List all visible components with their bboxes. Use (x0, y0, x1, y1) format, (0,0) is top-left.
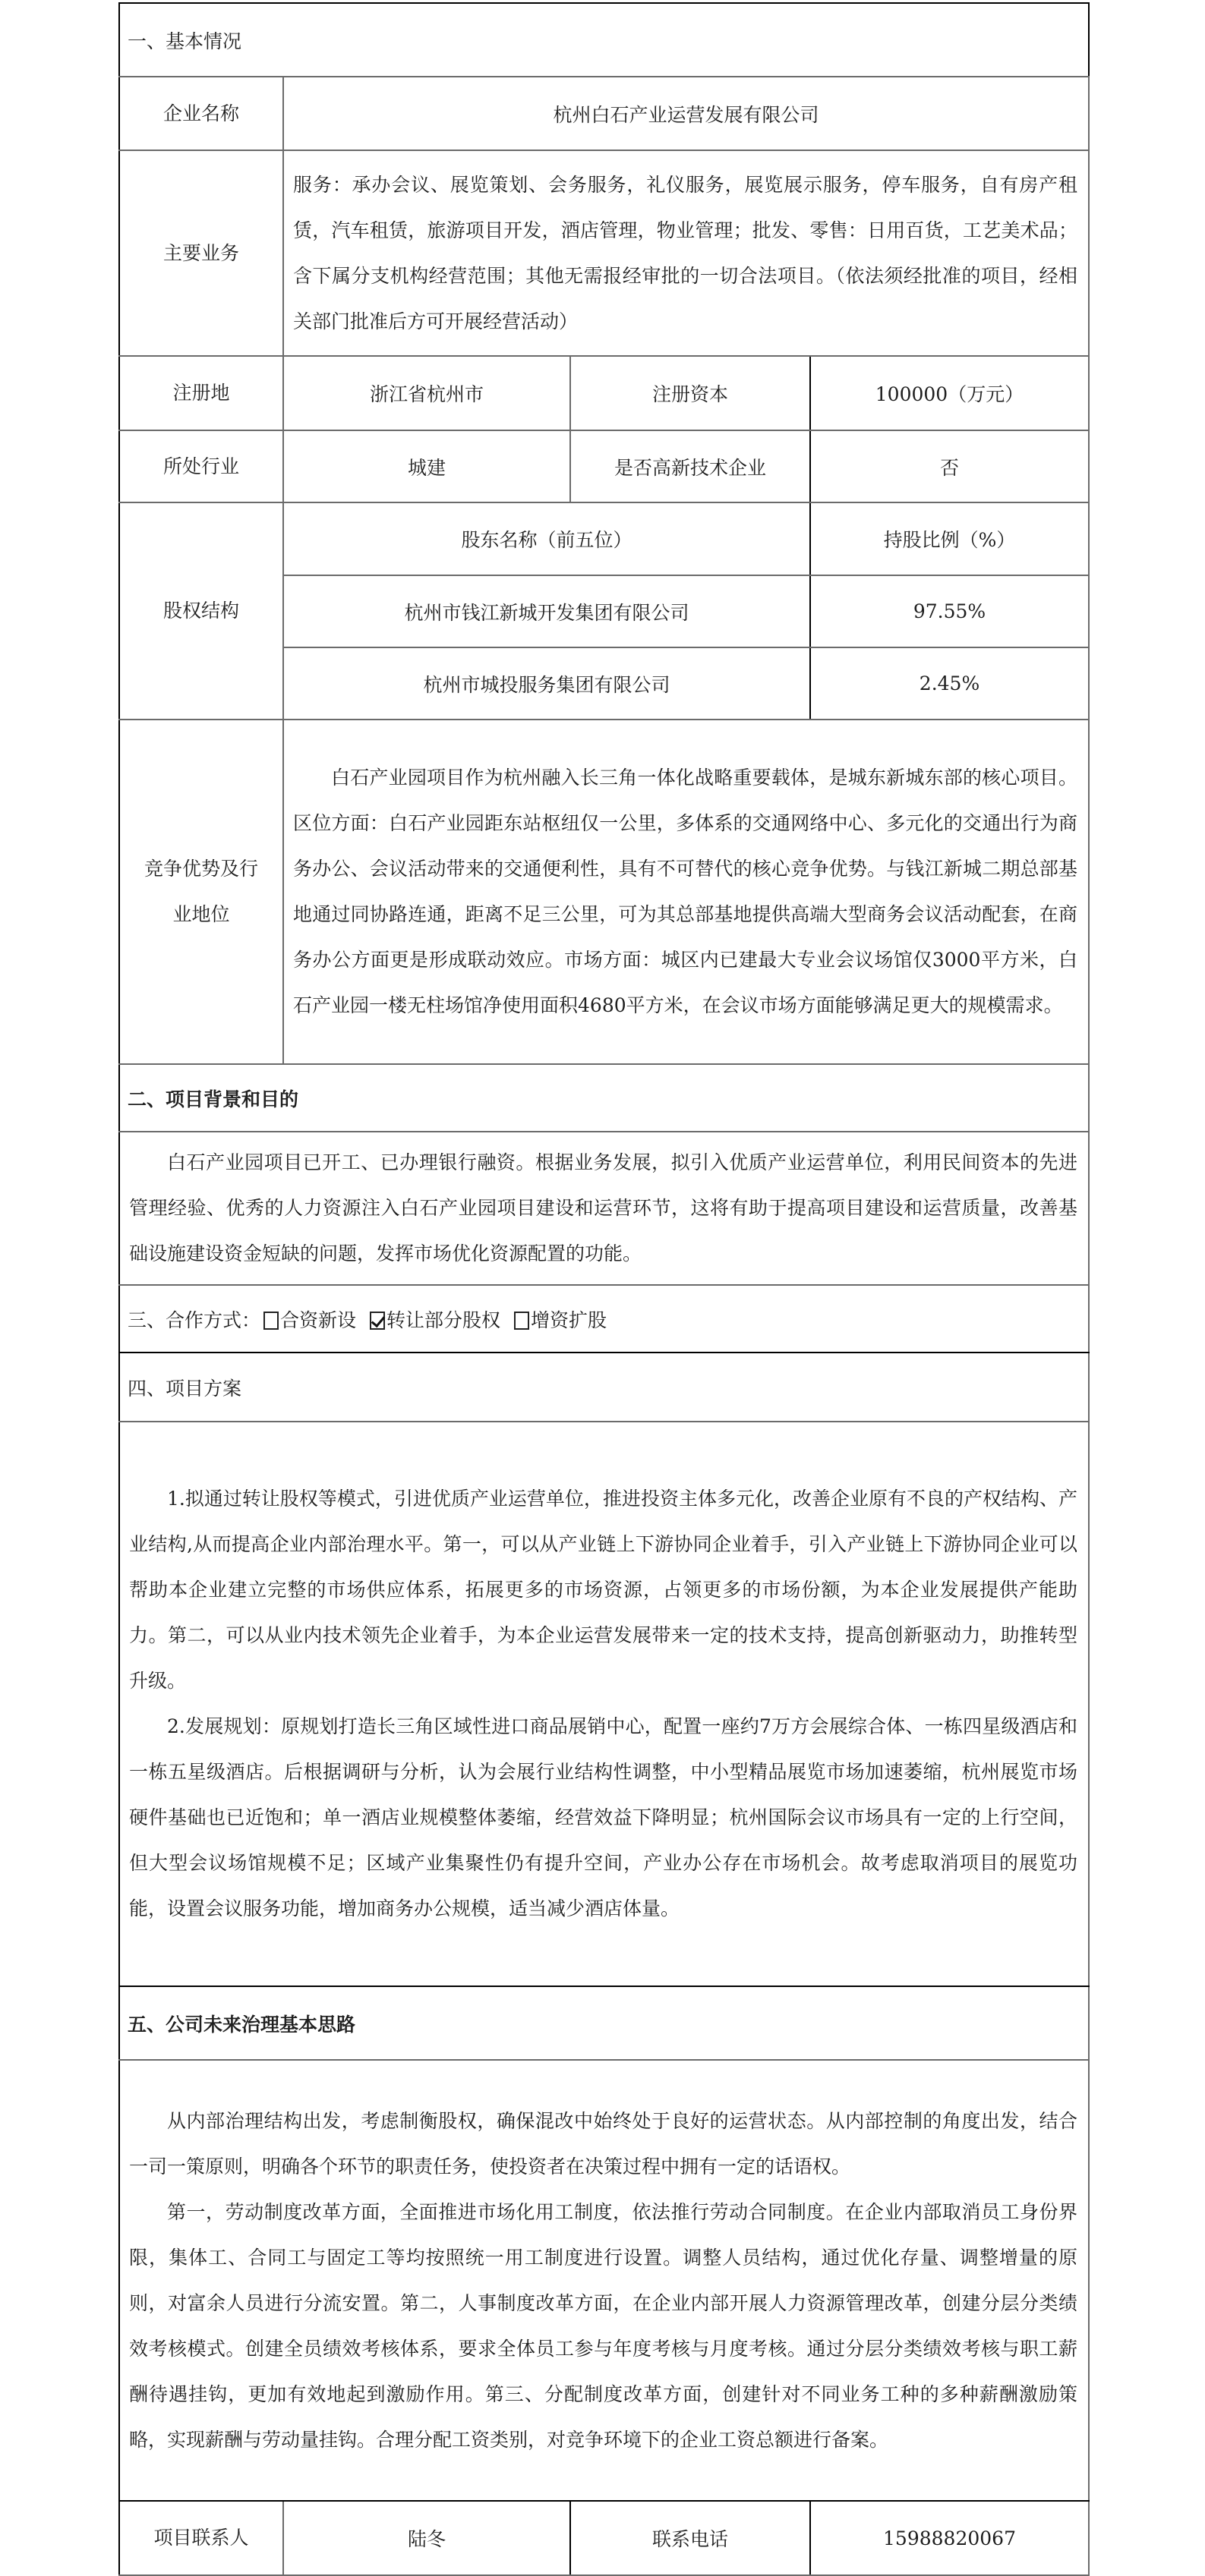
competitive-label-line1: 竞争优势及行 (144, 858, 258, 880)
contact-row (119, 2501, 1089, 2575)
contact-phone-value: 15988820067 (810, 2501, 1089, 2575)
company-name-value: 杭州白石产业运营发展有限公司 (283, 77, 1089, 150)
shareholder-name: 杭州市城投服务集团有限公司 (283, 647, 810, 720)
equity-col-name: 股东名称（前五位） (283, 502, 810, 575)
option-equity-transfer[interactable] (367, 1309, 500, 1331)
competitive-value (283, 720, 1089, 1064)
main-business-row (119, 150, 1089, 356)
company-name-row (119, 77, 1089, 150)
shareholder-ratio: 97.55% (810, 575, 1089, 647)
company-name-label: 企业名称 (119, 77, 283, 150)
section2-heading: 二、项目背景和目的 (119, 1064, 1089, 1132)
form-table (118, 2, 1090, 2576)
registered-place-value: 浙江省杭州市 (283, 356, 570, 430)
section4-heading: 四、项目方案 (119, 1353, 1089, 1422)
registration-row (119, 356, 1089, 430)
option-label: 合资新设 (280, 1308, 357, 1331)
section4-body-row (119, 1422, 1089, 1986)
hightech-value: 否 (810, 430, 1089, 502)
main-business-value (283, 150, 1089, 356)
option-capital-increase[interactable] (511, 1309, 607, 1331)
equity-col-ratio: 持股比例（%） (810, 502, 1089, 575)
section5-body (119, 2060, 1089, 2501)
section3-cooperation (119, 1285, 1089, 1353)
section4-heading-row (119, 1353, 1089, 1422)
section3-row (119, 1285, 1089, 1353)
section5-body-row (119, 2060, 1089, 2501)
contact-phone-label: 联系电话 (570, 2501, 810, 2575)
section2-body-row (119, 1132, 1089, 1285)
section5-heading-row (119, 1986, 1089, 2060)
industry-label: 所处行业 (119, 430, 283, 502)
equity-label: 股权结构 (119, 502, 283, 720)
contact-person-value: 陆冬 (283, 2501, 570, 2575)
registered-capital-label: 注册资本 (570, 356, 810, 430)
checkbox-checked-icon[interactable] (370, 1312, 385, 1330)
checkbox-unchecked-icon[interactable] (263, 1312, 279, 1330)
competitive-label (119, 720, 283, 1064)
governance-paragraph: 从内部治理结构出发，考虑制衡股权，确保混改中始终处于良好的运营状态。从内部控制的角度出发，结合一司一策原则，明确各个环节的职责任务，使投资者在决策过程中拥有一定的话语权。 (129, 2109, 1078, 2178)
section2-text: 白石产业园项目已开工、已办理银行融资。根据业务发展，拟引入优质产业运营单位，利用民间资本的先进管理经验、优秀的人力资源注入白石产业园项目建设和运营环节，这将有助于提高项目建设和运营质量，改善基础设施建设资金短缺的问题，发挥市场优化资源配置的功能。 (129, 1151, 1078, 1264)
section2-body (119, 1132, 1089, 1285)
hightech-label: 是否高新技术企业 (570, 430, 810, 502)
section3-heading: 三、合作方式： (128, 1308, 261, 1331)
equity-header-row (119, 502, 1089, 575)
project-info-form (118, 2, 1088, 2576)
governance-paragraph: 第一，劳动制度改革方面，全面推进市场化用工制度，依法推行劳动合同制度。在企业内部取消员工身份界限，集体工、合同工与固定工等均按照统一用工制度进行设置。调整人员结构，通过优化存量、调整增量的原则，对富余人员进行分流安置。第二，人事制度改革方面，在企业内部开展人力资源管理改革，创建分层分类绩效考核模式。创建全员绩效考核体系，要求全体员工参与年度考核与月度考核。通过分层分类绩效考核与职工薪酬待遇挂钩，更加有效地起到激励作用。第三、分配制度改革方面，创建针对不同业务工种的多种薪酬激励策略，实现薪酬与劳动量挂钩。合理分配工资类别，对竞争环境下的企业工资总额进行备案。 (129, 2200, 1078, 2451)
option-joint-venture[interactable] (260, 1309, 356, 1331)
industry-value: 城建 (283, 430, 570, 502)
shareholder-ratio: 2.45% (810, 647, 1089, 720)
industry-row (119, 430, 1089, 502)
section5-heading: 五、公司未来治理基本思路 (119, 1986, 1089, 2060)
main-business-label: 主要业务 (119, 150, 283, 356)
option-label: 增资扩股 (531, 1308, 607, 1331)
competitive-label-line2: 业地位 (172, 903, 230, 925)
main-business-text: 服务：承办会议、展览策划、会务服务，礼仪服务，展览展示服务，停车服务，自有房产租赁，汽车租赁，旅游项目开发，酒店管理，物业管理；批发、零售：日用百货，工艺美术品；含下属分支机构经营范围；其他无需报经审批的一切合法项目。（依法须经批准的项目，经相关部门批准后方可开展经营活动） (293, 173, 1078, 332)
section2-heading-row (119, 1064, 1089, 1132)
checkbox-unchecked-icon[interactable] (514, 1312, 529, 1330)
registered-place-label: 注册地 (119, 356, 283, 430)
competitive-text: 白石产业园项目作为杭州融入长三角一体化战略重要载体，是城东新城东部的核心项目。区位方面：白石产业园距东站枢纽仅一公里，多体系的交通网络中心、多元化的交通出行为商务办公、会议活动带来的交通便利性，具有不可替代的核心竞争优势。与钱江新城二期总部基地通过同协路连通，距离不足三公里，可为其总部基地提供高端大型商务会议活动配套，在商务办公方面更是形成联动效应。市场方面：城区内已建最大专业会议场馆仅3000平方米，白石产业园一楼无柱场馆净使用面积4680平方米，在会议市场方面能够满足更大的规模需求。 (293, 767, 1078, 1016)
section4-body (119, 1422, 1089, 1986)
plan-paragraph: 1.拟通过转让股权等模式，引进优质产业运营单位，推进投资主体多元化，改善企业原有不良的产权结构、产业结构,从而提高企业内部治理水平。第一，可以从产业链上下游协同企业着手，引入产业链上下游协同企业可以帮助本企业建立完整的市场供应体系，拓展更多的市场资源，占领更多的市场份额，为本企业发展提供产能助力。第二，可以从业内技术领先企业着手，为本企业运营发展带来一定的技术支持，提高创新驱动力，助推转型升级。 (129, 1488, 1078, 1692)
section1-heading: 一、基本情况 (119, 3, 1089, 77)
section1-heading-row (119, 3, 1089, 77)
contact-person-label: 项目联系人 (119, 2501, 283, 2575)
option-label: 转让部分股权 (386, 1308, 501, 1331)
competitive-row (119, 720, 1089, 1064)
plan-paragraph: 2.发展规划：原规划打造长三角区域性进口商品展销中心，配置一座约7万方会展综合体、一栋四星级酒店和一栋五星级酒店。后根据调研与分析，认为会展行业结构性调整，中小型精品展览市场加速萎缩，杭州展览市场硬件基础也已近饱和；单一酒店业规模整体萎缩，经营效益下降明显；杭州国际会议市场具有一定的上行空间，但大型会议场馆规模不足；区域产业集聚性仍有提升空间，产业办公存在市场机会。故考虑取消项目的展览功能，设置会议服务功能，增加商务办公规模，适当减少酒店体量。 (129, 1715, 1078, 1919)
shareholder-name: 杭州市钱江新城开发集团有限公司 (283, 575, 810, 647)
registered-capital-value: 100000（万元） (810, 356, 1089, 430)
